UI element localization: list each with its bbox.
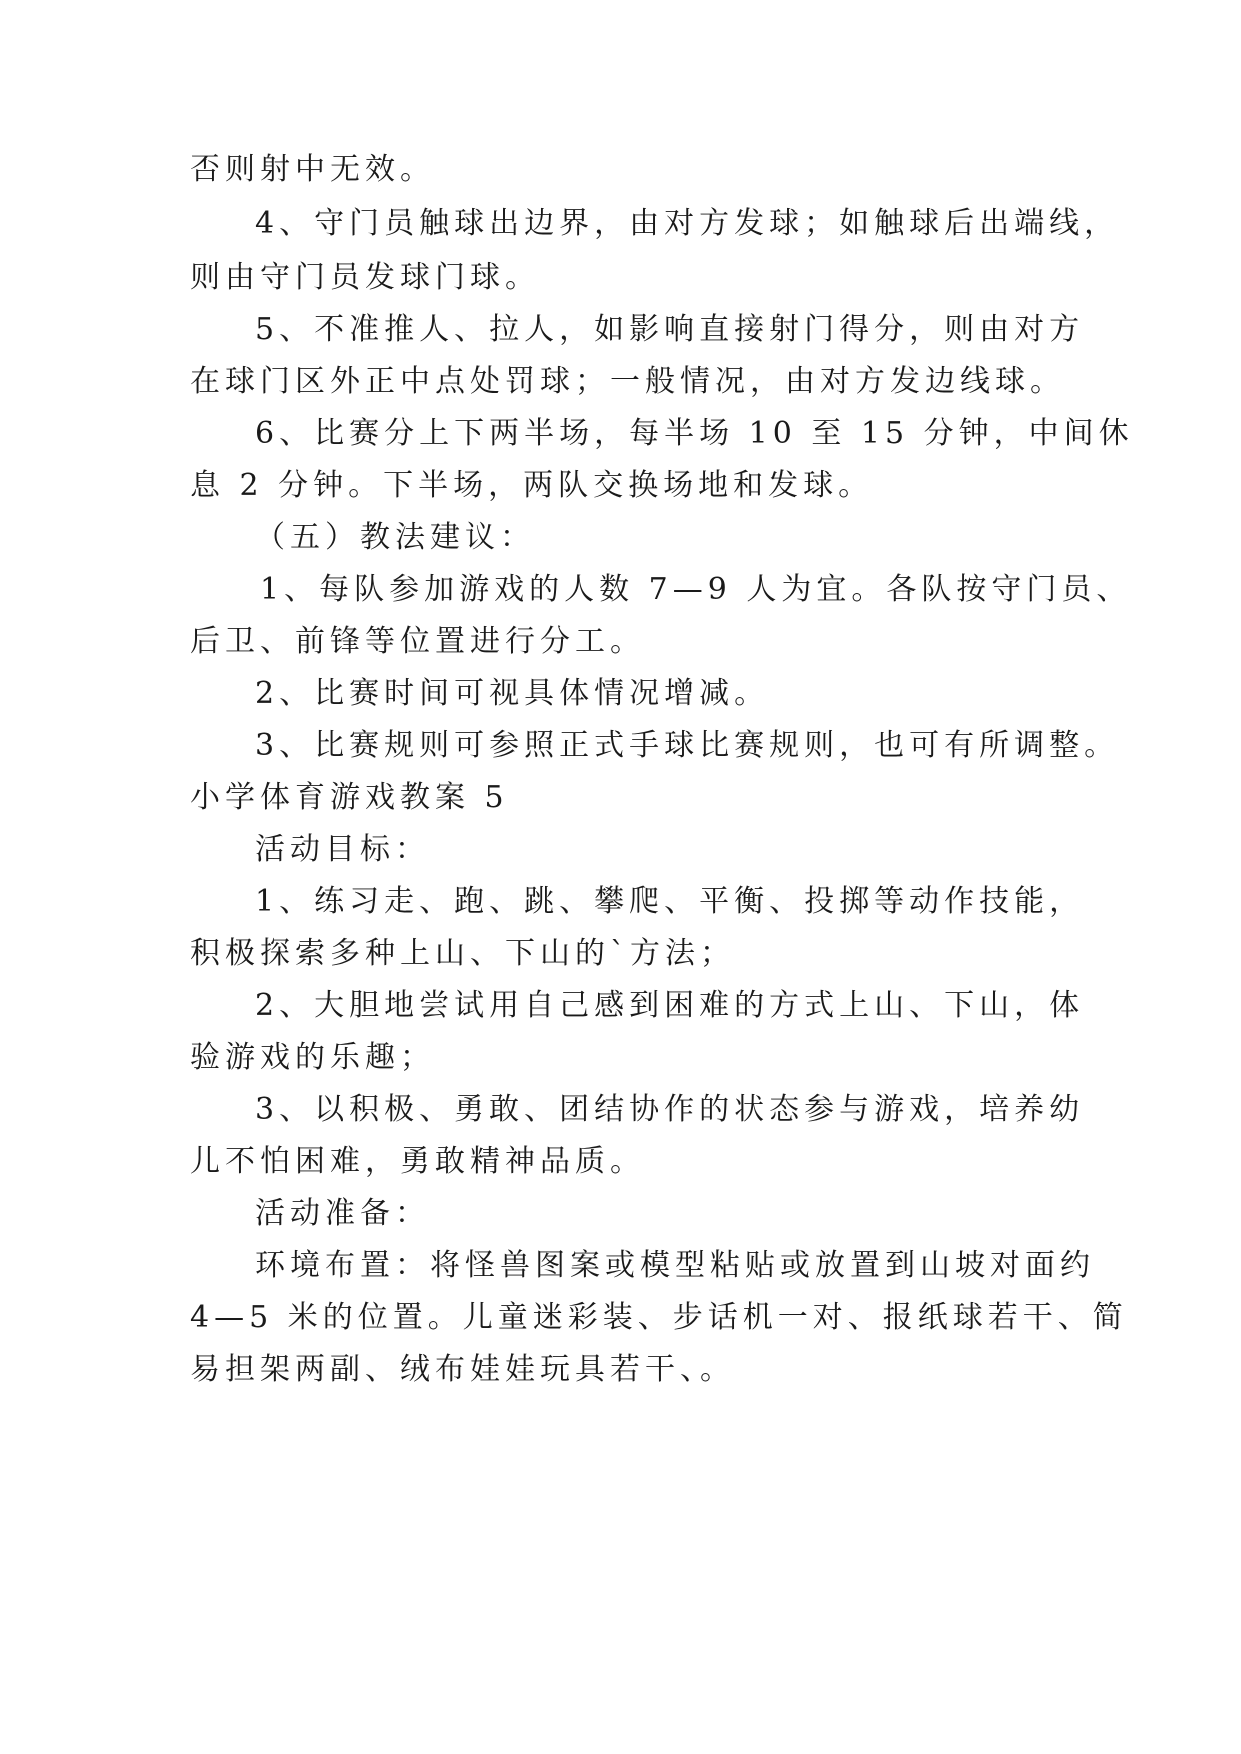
text-line: 1、练习走、跑、跳、攀爬、平衡、投掷等动作技能， — [255, 884, 1085, 919]
text-line: 1、每队参加游戏的人数 7—9 人为宜。各队按守门员、 — [260, 572, 1132, 607]
text-line: 易担架两副、绒布娃娃玩具若干、。 — [190, 1352, 735, 1387]
text-line: 4—5 米的位置。儿童迷彩装、步话机一对、报纸球若干、简 — [190, 1300, 1128, 1335]
document-title: 小学体育游戏教案 5 — [190, 780, 509, 815]
text-line: 后卫、前锋等位置进行分工。 — [190, 624, 645, 659]
text-line: 4、守门员触球出边界，由对方发球；如触球后出端线， — [255, 206, 1120, 241]
text-line: 环境布置：将怪兽图案或模型粘贴或放置到山坡对面约 — [255, 1248, 1095, 1283]
text-line: 验游戏的乐趣； — [190, 1040, 435, 1075]
text-line: 息 2 分钟。下半场，两队交换场地和发球。 — [190, 468, 874, 503]
text-line: 否则射中无效。 — [190, 152, 435, 187]
text-line: 6、比赛分上下两半场，每半场 10 至 15 分钟，中间休 — [255, 416, 1134, 451]
text-line: 5、不准推人、拉人，如影响直接射门得分，则由对方 — [255, 312, 1085, 347]
section-heading: （五）教法建议： — [255, 520, 535, 555]
text-line: 2、大胆地尝试用自己感到困难的方式上山、下山，体 — [255, 988, 1085, 1023]
section-heading: 活动目标： — [255, 832, 430, 867]
text-line: 儿不怕困难，勇敢精神品质。 — [190, 1144, 645, 1179]
text-line: 2、比赛时间可视具体情况增减。 — [255, 676, 770, 711]
text-line: 3、以积极、勇敢、团结协作的状态参与游戏，培养幼 — [255, 1092, 1085, 1127]
text-line: 在球门区外正中点处罚球；一般情况，由对方发边线球。 — [190, 364, 1065, 399]
text-line: 3、比赛规则可参照正式手球比赛规则，也可有所调整。 — [255, 728, 1120, 763]
text-line: 积极探索多种上山、下山的`方法； — [190, 936, 735, 971]
section-heading: 活动准备： — [255, 1196, 430, 1231]
text-line: 则由守门员发球门球。 — [190, 260, 540, 295]
